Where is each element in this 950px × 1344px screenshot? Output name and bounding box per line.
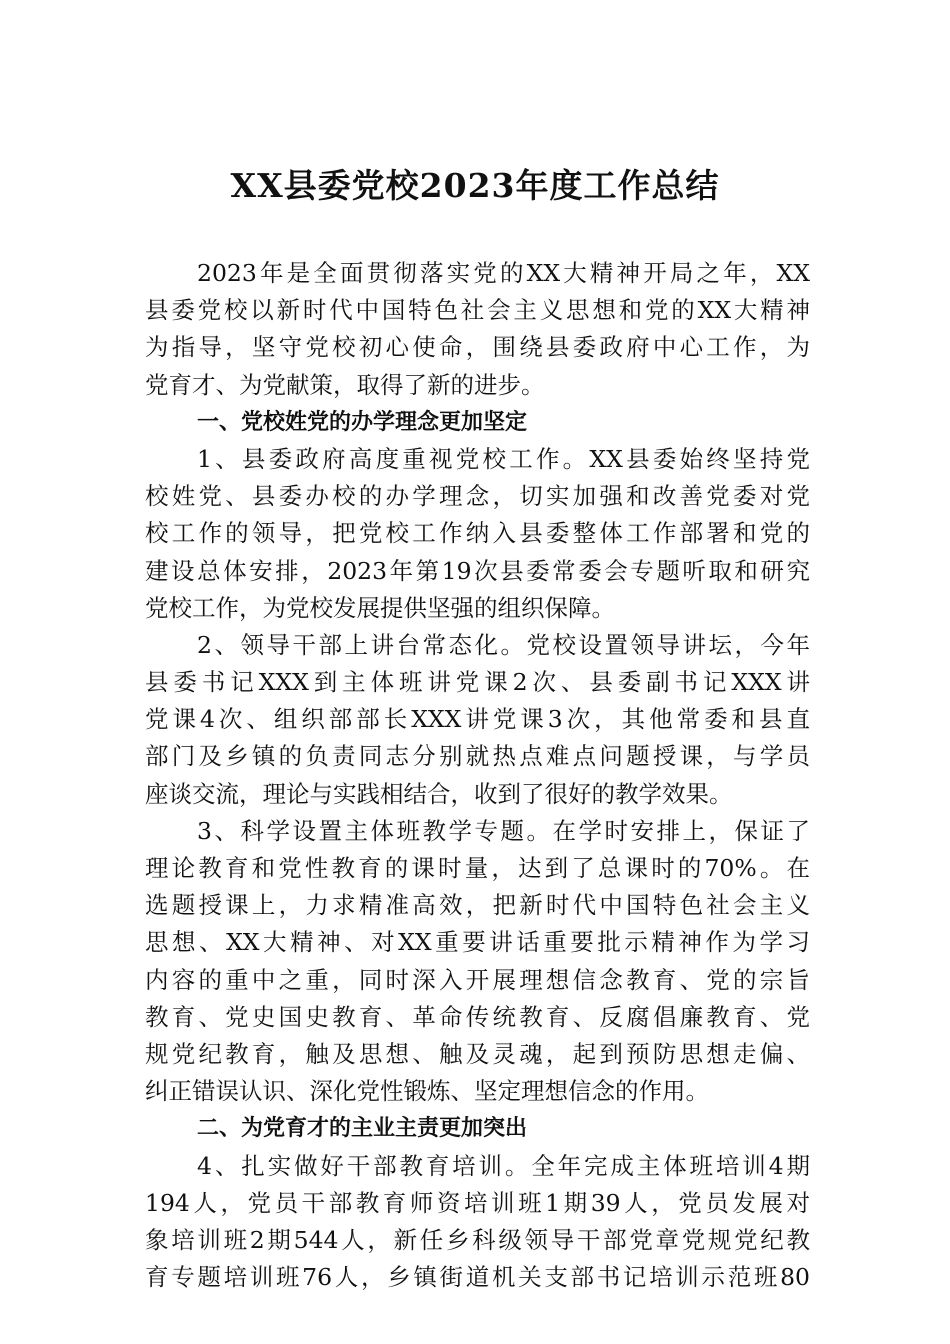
paragraph-line: 选题授课上，力求精准高效，把新时代中国特色社会主义 [145,891,810,920]
paragraph-line: 2、领导干部上讲台常态化。党校设置领导讲坛，今年 [197,630,810,659]
paragraph-line: 2023年是全面贯彻落实党的XX大精神开局之年，XX [197,259,810,287]
paragraph-line: 县委党校以新时代中国特色社会主义思想和党的XX大精神 [145,296,810,325]
paragraph-line: 党育才、为党献策，取得了新的进步。 [145,370,545,399]
paragraph-line: 育专题培训班76人，乡镇街道机关支部书记培训示范班80 [145,1263,810,1292]
paragraph-line: 象培训班2期544人，新任乡科级领导干部党章党规党纪教 [145,1225,810,1254]
paragraph-line: 校工作的领导，把党校工作纳入县委整体工作部署和党的 [145,519,810,548]
paragraph-line: 1、县委政府高度重视党校工作。XX县委始终坚持党 [197,444,810,473]
paragraph-line: 教育、党史国史教育、革命传统教育、反腐倡廉教育、党 [145,1002,810,1031]
paragraph-line: 校姓党、县委办校的办学理念，切实加强和改善党委对党 [145,482,810,511]
paragraph-line: 规党纪教育，触及思想、触及灵魂，起到预防思想走偏、 [145,1039,810,1068]
paragraph-line: 思想、XX大精神、对XX重要讲话重要批示精神作为学习 [145,928,810,957]
paragraph-line: 194人，党员干部教育师资培训班1期39人，党员发展对 [145,1188,810,1217]
document-body [145,255,810,1296]
paragraph-line: 县委书记XXX到主体班讲党课2次、县委副书记XXX讲 [145,668,810,697]
paragraph-line: 3、科学设置主体班教学专题。在学时安排上，保证了 [197,816,810,845]
paragraph-line: 建设总体安排，2023年第19次县委常委会专题听取和研究 [145,556,810,585]
paragraph-line: 党课4次、组织部部长XXX讲党课3次，其他常委和县直 [145,705,810,734]
paragraph-line: 4、扎实做好干部教育培训。全年完成主体班培训4期 [197,1151,810,1180]
paragraph-line: 内容的重中之重，同时深入开展理想信念教育、党的宗旨 [145,965,810,994]
section-heading-1: 一、党校姓党的办学理念更加坚定 [197,409,528,435]
paragraph-line: 理论教育和党性教育的课时量，达到了总课时的70%。在 [145,854,810,882]
paragraph-line: 座谈交流，理论与实践相结合，收到了很好的教学效果。 [145,779,733,808]
document-title: XX县委党校2023年度工作总结 [230,166,720,205]
paragraph-line: 纠正错误认识、深化党性锻炼、坚定理想信念的作用。 [145,1077,709,1106]
paragraph-line: 为指导，坚守党校初心使命，围绕县委政府中心工作，为 [145,333,810,362]
section-heading-2: 二、为党育才的主业主责更加突出 [197,1116,528,1142]
paragraph-line: 部门及乡镇的负责同志分别就热点难点问题授课，与学员 [145,742,810,771]
paragraph-line: 党校工作，为党校发展提供坚强的组织保障。 [145,593,615,622]
